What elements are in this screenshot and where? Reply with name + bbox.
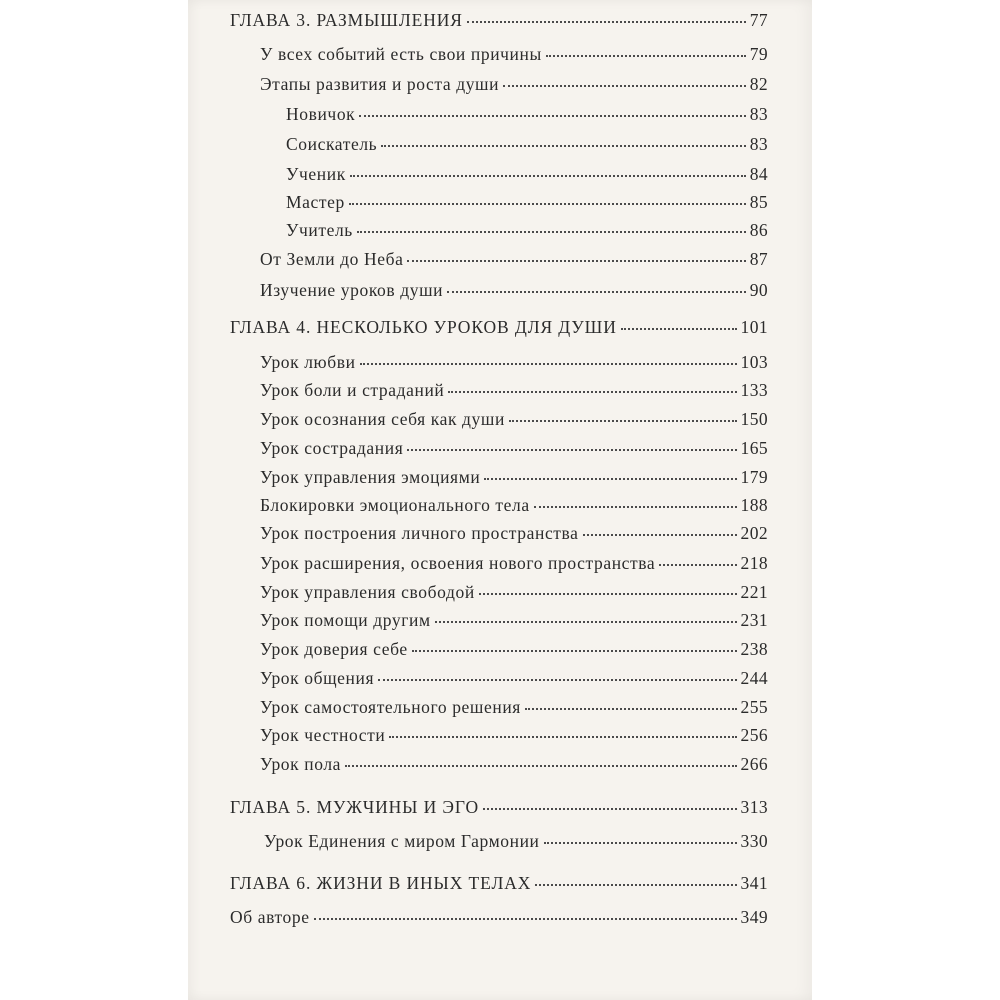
toc-entry-title: Урок самостоятельного решения — [260, 697, 521, 717]
toc-entry-title: Урок управления свободой — [260, 582, 475, 602]
dot-leader — [544, 838, 737, 844]
toc-entry-title: ГЛАВА 5. МУЖЧИНЫ И ЭГО — [230, 797, 479, 817]
toc-entry-page: 82 — [749, 74, 768, 94]
dot-leader — [381, 141, 745, 147]
toc-entry — [260, 752, 768, 776]
toc-entry-page: 83 — [749, 104, 768, 124]
toc-entry-title: От Земли до Неба — [260, 249, 404, 269]
toc-entry — [260, 247, 768, 271]
dot-leader — [621, 324, 737, 330]
toc-entry-page: 188 — [740, 495, 768, 515]
toc-entry — [260, 493, 768, 517]
toc-entry-page: 238 — [740, 639, 768, 659]
toc-entry — [260, 42, 768, 66]
toc-entry-page: 90 — [749, 280, 768, 300]
toc-entry-title: У всех событий есть свои причины — [260, 44, 542, 64]
toc-entry-page: 255 — [740, 697, 768, 717]
toc-entry-page: 179 — [740, 467, 768, 487]
dot-leader — [435, 617, 737, 623]
toc-entry-title: Урок боли и страданий — [260, 380, 445, 400]
dot-leader — [447, 287, 746, 293]
toc-entry-page: 218 — [740, 553, 768, 573]
toc-entry — [260, 637, 768, 661]
toc-entry-title: Урок общения — [260, 668, 375, 688]
toc-entry-page: 83 — [749, 134, 768, 154]
toc-entry-page: 341 — [740, 873, 768, 893]
toc-entry-title: Урок любви — [260, 352, 356, 372]
toc-entry — [260, 580, 768, 604]
dot-leader — [407, 445, 736, 451]
toc-entry-page: 87 — [749, 249, 768, 269]
dot-leader — [360, 359, 737, 365]
toc-entry-page: 244 — [740, 668, 768, 688]
toc-entry — [260, 608, 768, 632]
toc-chapter-3 — [230, 8, 768, 32]
toc-entry-page: 165 — [740, 438, 768, 458]
toc-entry-title: Соискатель — [286, 134, 378, 154]
dot-leader — [534, 502, 737, 508]
dot-leader — [509, 416, 737, 422]
toc-entry — [260, 465, 768, 489]
toc-entry-title: Урок Единения с миром Гармонии — [264, 831, 540, 851]
dot-leader — [359, 111, 745, 117]
toc-entry — [286, 162, 768, 186]
toc-entry-title: Об авторе — [230, 907, 310, 927]
toc-entry-page: 256 — [740, 725, 768, 745]
toc-entry — [260, 521, 768, 545]
toc-chapter-5 — [230, 795, 768, 819]
toc-entry-page: 202 — [740, 523, 768, 543]
toc-entry-title: Урок доверия себе — [260, 639, 408, 659]
toc-entry-title: Урок осознания себя как души — [260, 409, 505, 429]
dot-leader — [407, 256, 745, 262]
toc-entry — [260, 723, 768, 747]
toc-about-author — [230, 905, 768, 929]
toc-chapter-4 — [230, 315, 768, 339]
toc-entry-page: 349 — [740, 907, 768, 927]
toc-entry — [260, 407, 768, 431]
toc-entry-title: Этапы развития и роста души — [260, 74, 500, 94]
toc-entry-page: 330 — [740, 831, 768, 851]
toc-entry — [260, 436, 768, 460]
toc-entry-title: ГЛАВА 4. НЕСКОЛЬКО УРОКОВ ДЛЯ ДУШИ — [230, 317, 617, 337]
toc-entry-page: 103 — [740, 352, 768, 372]
toc-entry-title: Учитель — [286, 220, 353, 240]
dot-leader — [345, 761, 737, 767]
toc-entry-page: 84 — [749, 164, 768, 184]
dot-leader — [314, 914, 737, 920]
toc-entry — [264, 829, 768, 853]
dot-leader — [483, 804, 737, 810]
toc-entry-title: Урок расширения, освоения нового пространства — [260, 553, 656, 573]
toc-entry-page: 231 — [740, 610, 768, 630]
table-of-contents — [230, 0, 768, 1000]
dot-leader — [389, 732, 736, 738]
book-page — [188, 0, 812, 1000]
dot-leader — [484, 474, 736, 480]
toc-entry-title: Урок помощи другим — [260, 610, 431, 630]
dot-leader — [350, 171, 746, 177]
dot-leader — [479, 589, 737, 595]
dot-leader — [448, 387, 736, 393]
toc-entry-page: 133 — [740, 380, 768, 400]
toc-entry-title: Ученик — [286, 164, 346, 184]
dot-leader — [378, 675, 736, 681]
toc-entry-page: 79 — [749, 44, 768, 64]
dot-leader — [349, 199, 746, 205]
toc-entry-page: 313 — [740, 797, 768, 817]
toc-entry-page: 85 — [749, 192, 768, 212]
toc-entry — [260, 72, 768, 96]
toc-entry-title: Урок пола — [260, 754, 342, 774]
dot-leader — [503, 81, 746, 87]
toc-entry-page: 101 — [740, 317, 768, 337]
dot-leader — [357, 227, 746, 233]
toc-entry — [260, 278, 768, 302]
toc-entry-page: 86 — [749, 220, 768, 240]
toc-entry-title: Урок честности — [260, 725, 386, 745]
dot-leader — [535, 880, 736, 886]
toc-entry-title: Мастер — [286, 192, 345, 212]
toc-entry-title: Блокировки эмоционального тела — [260, 495, 530, 515]
dot-leader — [583, 530, 737, 536]
toc-entry — [286, 218, 768, 242]
dot-leader — [525, 704, 737, 710]
toc-entry — [286, 102, 768, 126]
dot-leader — [546, 51, 746, 57]
toc-entry — [260, 350, 768, 374]
toc-entry-page: 150 — [740, 409, 768, 429]
toc-entry-title: Урок управления эмоциями — [260, 467, 481, 487]
toc-entry — [260, 551, 768, 575]
toc-entry-title: Новичок — [286, 104, 356, 124]
toc-entry — [286, 132, 768, 156]
toc-entry — [260, 666, 768, 690]
toc-entry-title: ГЛАВА 3. РАЗМЫШЛЕНИЯ — [230, 10, 463, 30]
dot-leader — [412, 646, 737, 652]
dot-leader — [467, 17, 746, 23]
toc-entry-title: Урок построения личного пространства — [260, 523, 579, 543]
toc-entry-title: Урок сострадания — [260, 438, 404, 458]
toc-entry — [260, 695, 768, 719]
toc-chapter-6 — [230, 871, 768, 895]
toc-entry-page: 221 — [740, 582, 768, 602]
toc-entry-page: 77 — [749, 10, 768, 30]
dot-leader — [659, 560, 736, 566]
toc-entry-page: 266 — [740, 754, 768, 774]
toc-entry — [260, 378, 768, 402]
toc-entry-title: Изучение уроков души — [260, 280, 444, 300]
toc-entry-title: ГЛАВА 6. ЖИЗНИ В ИНЫХ ТЕЛАХ — [230, 873, 532, 893]
toc-entry — [286, 190, 768, 214]
